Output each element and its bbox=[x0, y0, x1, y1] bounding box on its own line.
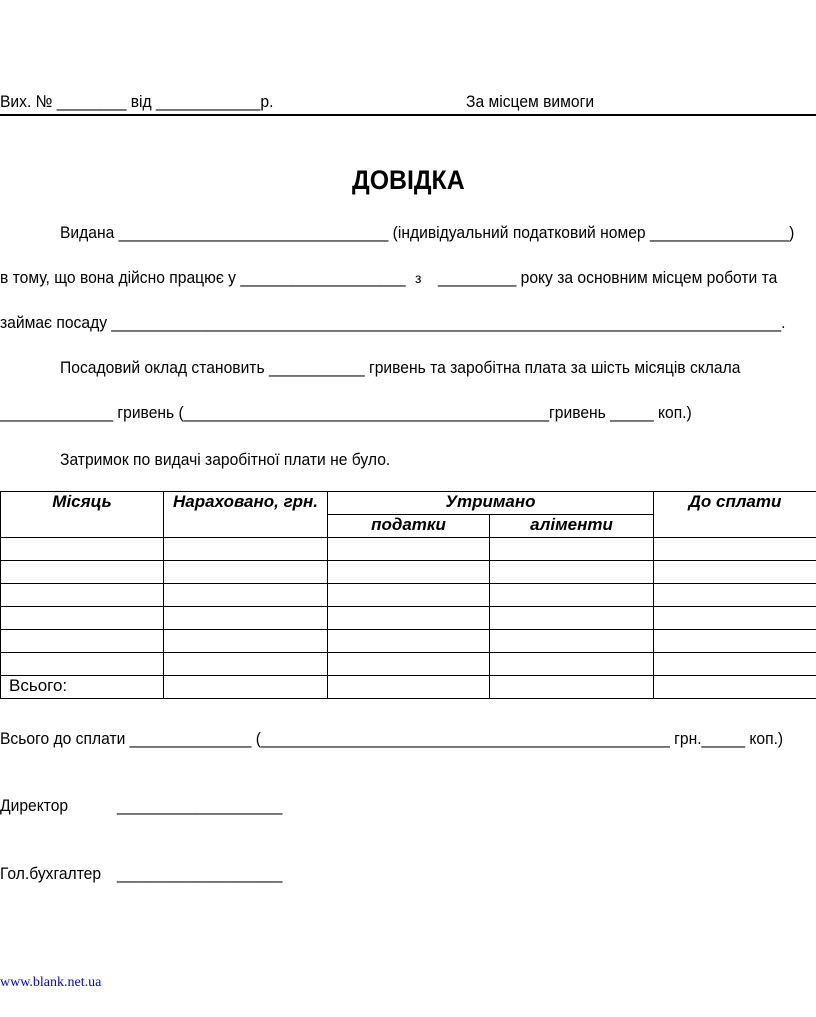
salary-amount-line: _____________ гривень (__________________________________________гривень _____ коп.) bbox=[0, 403, 692, 422]
table-row bbox=[1, 630, 816, 653]
table-cell[interactable] bbox=[654, 538, 816, 561]
table-cell[interactable] bbox=[328, 538, 490, 561]
table-cell[interactable] bbox=[164, 630, 328, 653]
document-title: ДОВІДКА bbox=[352, 165, 465, 195]
position-line: займає посаду _____________________________________________________________________________. bbox=[0, 313, 786, 332]
total-label: Всього: bbox=[1, 676, 164, 699]
table-row bbox=[1, 607, 816, 630]
table-cell[interactable] bbox=[328, 607, 490, 630]
table-cell[interactable] bbox=[1, 630, 164, 653]
director-label: Директор bbox=[0, 796, 69, 815]
table-cell[interactable] bbox=[654, 607, 816, 630]
table-cell[interactable] bbox=[1, 538, 164, 561]
table-cell[interactable] bbox=[490, 538, 654, 561]
table-cell[interactable] bbox=[490, 653, 654, 676]
chief-accountant-signature-line[interactable]: ___________________ bbox=[117, 864, 283, 883]
table-cell[interactable] bbox=[328, 630, 490, 653]
table-row bbox=[1, 538, 816, 561]
table-cell[interactable] bbox=[1, 653, 164, 676]
total-payable-line: Всього до сплати ______________ (_______________________________________________ грн._____ коп.) bbox=[0, 729, 784, 748]
issued-to-line: Видана _______________________________ (індивідуальний податковий номер ________________) bbox=[60, 223, 795, 242]
table-cell[interactable] bbox=[164, 653, 328, 676]
table-cell[interactable] bbox=[164, 538, 328, 561]
destination-label: За місцем вимоги bbox=[466, 92, 595, 111]
table-cell[interactable] bbox=[1, 584, 164, 607]
salary-line: Посадовий оклад становить ___________ гривень та заробітна плата за шість місяців склала bbox=[60, 358, 741, 377]
table-cell[interactable] bbox=[654, 630, 816, 653]
salary-table bbox=[0, 491, 816, 699]
director-signature-line[interactable]: ___________________ bbox=[117, 796, 283, 815]
col-alimony-header: аліменти bbox=[490, 515, 654, 538]
table-cell[interactable] bbox=[1, 561, 164, 584]
outgoing-number-line: Вих. № ________ від ____________р. bbox=[0, 92, 274, 111]
table-cell[interactable] bbox=[164, 676, 328, 699]
table-cell[interactable] bbox=[654, 561, 816, 584]
col-taxes-header: податки bbox=[328, 515, 490, 538]
table-cell[interactable] bbox=[490, 607, 654, 630]
table-row bbox=[1, 653, 816, 676]
table-total-row bbox=[1, 676, 816, 699]
table-cell[interactable] bbox=[490, 630, 654, 653]
table-header-row bbox=[1, 492, 816, 515]
footer-url[interactable]: www.blank.net.ua bbox=[0, 975, 102, 990]
col-month-header: Місяць bbox=[1, 492, 164, 538]
header-divider bbox=[0, 114, 816, 116]
table-cell[interactable] bbox=[490, 676, 654, 699]
table-cell[interactable] bbox=[654, 676, 816, 699]
table-cell[interactable] bbox=[164, 607, 328, 630]
table-row bbox=[1, 561, 816, 584]
no-delay-statement: Затримок по видачі заробітної плати не було. bbox=[60, 450, 391, 469]
table-cell[interactable] bbox=[164, 584, 328, 607]
employment-from-label: з bbox=[415, 270, 422, 286]
table-cell[interactable] bbox=[164, 561, 328, 584]
table-cell[interactable] bbox=[490, 561, 654, 584]
col-payable-header: До сплати bbox=[654, 492, 816, 538]
table-cell[interactable] bbox=[1, 607, 164, 630]
table-cell[interactable] bbox=[490, 584, 654, 607]
col-accrued-header: Нараховано, грн. bbox=[164, 492, 328, 538]
table-row bbox=[1, 584, 816, 607]
employment-line-start: в тому, що вона дійсно працює у ___________________ bbox=[0, 268, 406, 287]
col-withheld-header: Утримано bbox=[328, 492, 654, 515]
table-cell[interactable] bbox=[328, 561, 490, 584]
chief-accountant-label: Гол.бухгалтер bbox=[0, 864, 102, 883]
employment-line-end: _________ року за основним місцем роботи та bbox=[438, 268, 778, 287]
table-cell[interactable] bbox=[654, 584, 816, 607]
table-cell[interactable] bbox=[328, 584, 490, 607]
table-cell[interactable] bbox=[328, 653, 490, 676]
table-cell[interactable] bbox=[654, 653, 816, 676]
table-cell[interactable] bbox=[328, 676, 490, 699]
